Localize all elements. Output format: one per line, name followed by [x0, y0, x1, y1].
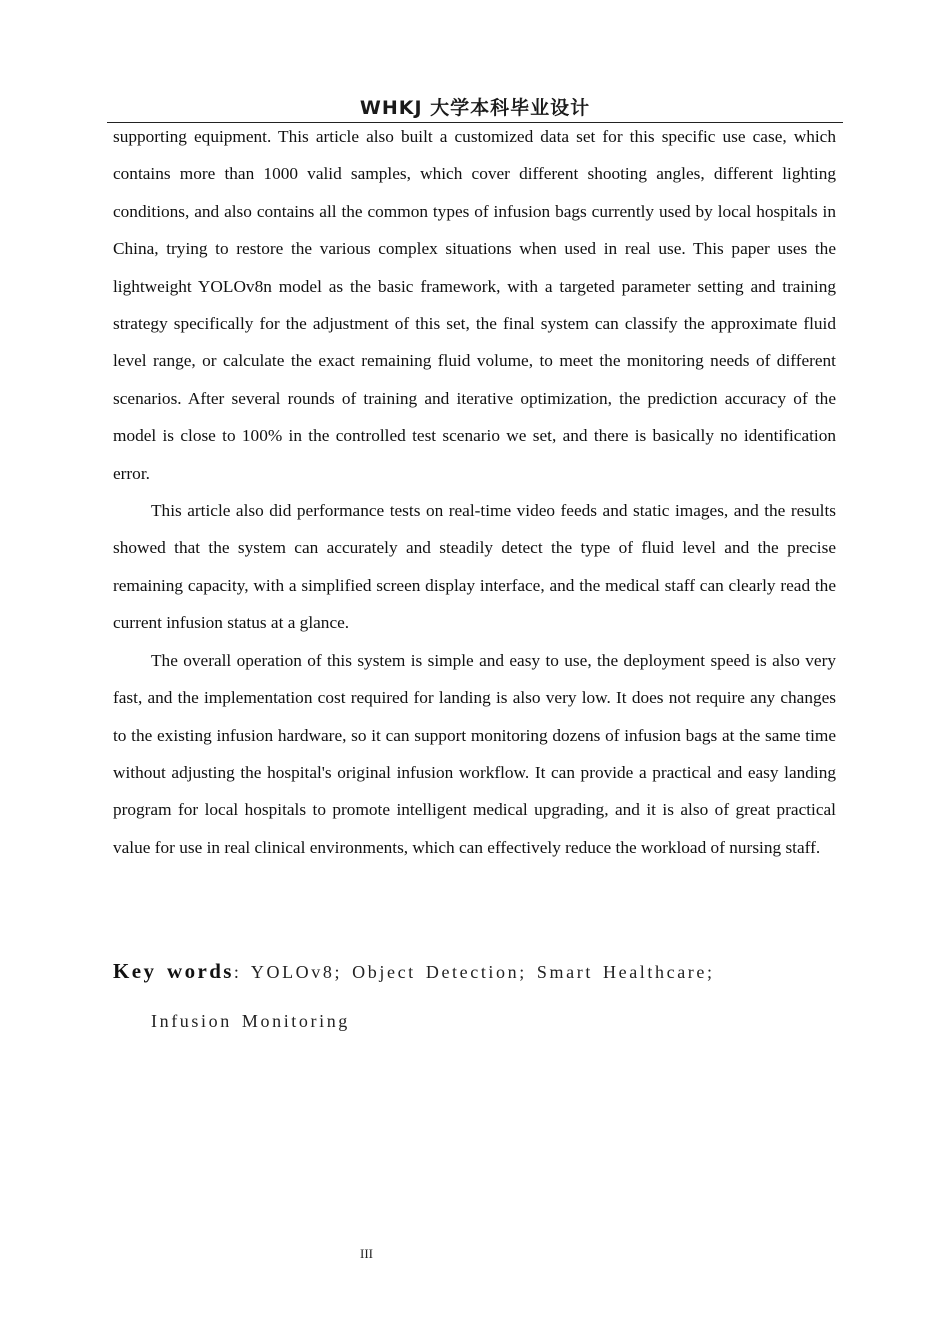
body-paragraph-3: The overall operation of this system is simple and easy to use, the deployment speed is also very fast, and the implementation cost required for landing is also very low. It does not require any changes to the existing infusion hardware, so it can support monitoring dozens of infusion bags at the same time without adjusting the hospital's original infusion workflow. It can provide a practical and easy landing program for local hospitals to promote intelligent medical upgrading, and it is also of great practical value for use in real clinical environments, which can effectively reduce the workload of nursing staff.: [113, 650, 836, 857]
abstract-body: [113, 118, 836, 866]
keywords-separator: :: [233, 962, 242, 982]
body-paragraph-1: supporting equipment. This article also built a customized data set for this specific use case, which contains more than 1000 valid samples, which cover different shooting angles, different lighting conditions, and also contains all the common types of infusion bags currently used by local hospitals in China, trying to restore the various complex situations when used in real use. This paper uses the lightweight YOLOv8n model as the basic framework, with a targeted parameter setting and training strategy specifically for the adjustment of this set, the final system can classify the approximate fluid level range, or calculate the exact remaining fluid volume, to meet the monitoring needs of different scenarios. After several rounds of training and iterative optimization, the prediction accuracy of the model is close to 100% in the controlled test scenario we set, and there is basically no identification error.: [113, 127, 836, 483]
keywords-list-1: YOLOv8; Object Detection; Smart Healthcare;: [250, 962, 715, 982]
keywords-section: [113, 947, 836, 1046]
keywords-line-2: [113, 997, 836, 1046]
keywords-list-2: Infusion Monitoring: [151, 1011, 350, 1031]
keywords-label: Key words: [113, 959, 234, 983]
keywords-line-1: [113, 947, 836, 997]
page-number: III: [360, 1246, 373, 1261]
body-paragraph-2: This article also did performance tests on real-time video feeds and static images, and the results showed that the system can accurately and steadily detect the type of fluid level and the precise remaining capacity, with a simplified screen display interface, and the medical staff can clearly read the current infusion status at a glance.: [113, 501, 836, 633]
header-title: WHKJ 大学本科毕业设计: [359, 97, 591, 119]
